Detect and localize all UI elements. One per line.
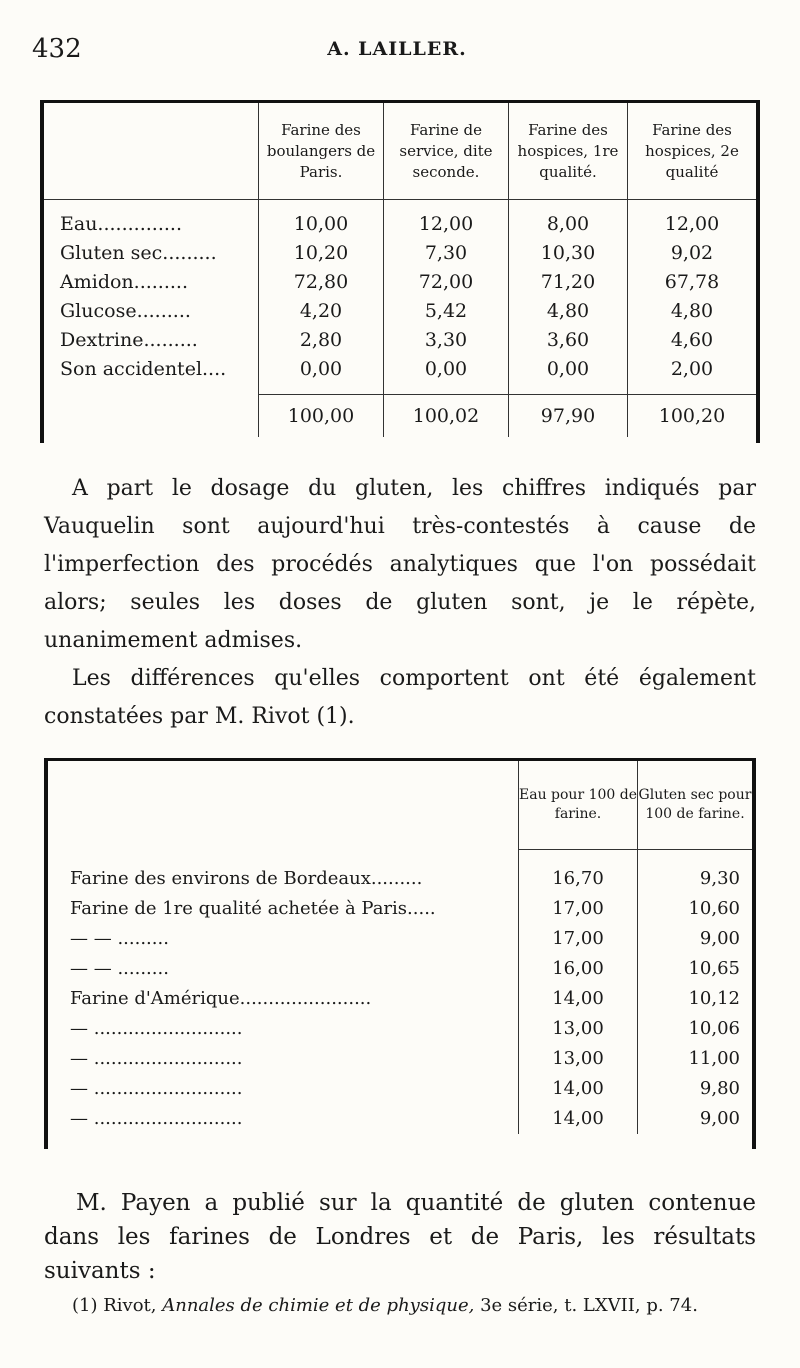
column-header: Farine des boulangers de Paris. xyxy=(259,103,384,200)
table-cell: 4,60 xyxy=(628,326,757,355)
row-label-header xyxy=(48,761,519,850)
spacer-row xyxy=(44,384,756,395)
table-cell: 12,00 xyxy=(384,210,509,239)
spacer-cell xyxy=(509,384,628,395)
total-cell: 97,90 xyxy=(509,395,628,438)
total-row xyxy=(44,395,756,438)
table-cell: 67,78 xyxy=(628,268,757,297)
spacer-cell xyxy=(44,384,259,395)
row-label: Eau.............. xyxy=(60,213,182,235)
eau-cell: 16,70 xyxy=(519,864,638,894)
spacer-cell xyxy=(628,200,757,211)
row-label: Glucose......... xyxy=(60,300,191,322)
eau-cell: 14,00 xyxy=(519,1074,638,1104)
table-cell: 4,20 xyxy=(259,297,384,326)
row-label: Gluten sec......... xyxy=(60,242,217,264)
total-label xyxy=(44,395,259,438)
gluten-cell: 11,00 xyxy=(638,1044,753,1074)
eau-cell: 13,00 xyxy=(519,1044,638,1074)
table-cell: 5,42 xyxy=(384,297,509,326)
gluten-cell: 9,00 xyxy=(638,1104,753,1134)
table-row xyxy=(48,954,752,984)
table-row xyxy=(44,268,756,297)
gluten-cell: 9,30 xyxy=(638,864,753,894)
table-row xyxy=(44,355,756,384)
table-row xyxy=(48,1014,752,1044)
running-head: A. LAILLER. xyxy=(327,38,467,60)
table-cell: 0,00 xyxy=(509,355,628,384)
table-cell: 2,00 xyxy=(628,355,757,384)
row-label: Dextrine......... xyxy=(60,329,198,351)
gluten-cell: 10,65 xyxy=(638,954,753,984)
table-row xyxy=(48,1044,752,1074)
table-cell: 72,80 xyxy=(259,268,384,297)
row-label: Farine des environs de Bordeaux......... xyxy=(70,868,423,889)
eau-cell: 14,00 xyxy=(519,1104,638,1134)
page-number: 432 xyxy=(32,34,82,64)
spacer-cell xyxy=(509,200,628,211)
table-cell: 7,30 xyxy=(384,239,509,268)
spacer-cell xyxy=(384,200,509,211)
row-label: — .......................... xyxy=(70,1048,243,1069)
gluten-cell: 10,12 xyxy=(638,984,753,1014)
spacer-cell xyxy=(259,200,384,211)
table-cell: 4,80 xyxy=(509,297,628,326)
row-label: Farine de 1re qualité achetée à Paris..... xyxy=(70,898,436,919)
row-label: Amidon......... xyxy=(60,271,189,293)
table-cell: 71,20 xyxy=(509,268,628,297)
table-row xyxy=(48,924,752,954)
row-label: — .......................... xyxy=(70,1018,243,1039)
eau-cell: 16,00 xyxy=(519,954,638,984)
table-row xyxy=(48,894,752,924)
paragraph-payen: M. Payen a publié sur la quantité de gluten contenue dans les farines de Londres et de Paris, les résultats suivants : xyxy=(44,1190,756,1284)
table-row xyxy=(44,239,756,268)
row-label: — .......................... xyxy=(70,1108,243,1129)
column-header: Farine des hospices, 1re qualité. xyxy=(509,103,628,200)
table-cell: 10,30 xyxy=(509,239,628,268)
spacer-cell xyxy=(44,200,259,211)
column-header: Farine de service, dite seconde. xyxy=(384,103,509,200)
total-cell: 100,02 xyxy=(384,395,509,438)
spacer-cell xyxy=(638,850,753,865)
spacer-cell xyxy=(384,384,509,395)
table-cell: 10,20 xyxy=(259,239,384,268)
page-header xyxy=(32,34,762,64)
table-cell: 0,00 xyxy=(384,355,509,384)
row-label: — — ......... xyxy=(70,928,169,949)
row-label: Farine d'Amérique....................... xyxy=(70,988,372,1009)
paragraph-vauquelin: A part le dosage du gluten, les chiffres indiqués par Vauquelin sont aujourd'hui très-contestés à cause de l'imperfection des procédés analytiques que l'on possédait alors; seules les doses de gluten sont, je le répète, unanimement admises. xyxy=(44,476,756,653)
table-cell: 4,80 xyxy=(628,297,757,326)
table-cell: 8,00 xyxy=(509,210,628,239)
footnote-marker: (1) Rivot, xyxy=(72,1295,157,1316)
table-row xyxy=(48,1104,752,1134)
table-cell: 0,00 xyxy=(259,355,384,384)
table-cell: 9,02 xyxy=(628,239,757,268)
row-label: Son accidentel.... xyxy=(60,358,227,380)
footnote-title: Annales de chimie et de physique, xyxy=(162,1295,475,1316)
gluten-cell: 10,06 xyxy=(638,1014,753,1044)
footnote-rest: 3e série, t. LXVII, p. 74. xyxy=(480,1295,698,1316)
spacer-cell xyxy=(628,384,757,395)
table-cell: 3,60 xyxy=(509,326,628,355)
row-label: — .......................... xyxy=(70,1078,243,1099)
table-cell: 10,00 xyxy=(259,210,384,239)
composition-table xyxy=(40,100,760,443)
table-cell: 12,00 xyxy=(628,210,757,239)
spacer-row xyxy=(44,200,756,211)
table-header-row xyxy=(48,761,752,850)
table-row xyxy=(48,864,752,894)
table-header-row xyxy=(44,103,756,200)
gluten-cell: 9,00 xyxy=(638,924,753,954)
row-label: — — ......... xyxy=(70,958,169,979)
table-row xyxy=(44,210,756,239)
total-cell: 100,20 xyxy=(628,395,757,438)
column-header: Farine des hospices, 2e qualité xyxy=(628,103,757,200)
total-cell: 100,00 xyxy=(259,395,384,438)
footnote xyxy=(72,1292,762,1320)
table-row xyxy=(44,297,756,326)
row-label-header xyxy=(44,103,259,200)
eau-cell: 17,00 xyxy=(519,924,638,954)
spacer-cell xyxy=(519,850,638,865)
gluten-cell: 10,60 xyxy=(638,894,753,924)
spacer-cell xyxy=(48,850,519,865)
eau-cell: 13,00 xyxy=(519,1014,638,1044)
column-header-gluten: Gluten sec pour 100 de farine. xyxy=(638,761,753,850)
table-row xyxy=(48,984,752,1014)
table-row xyxy=(48,1074,752,1104)
eau-cell: 14,00 xyxy=(519,984,638,1014)
spacer-row xyxy=(48,850,752,865)
column-header-eau: Eau pour 100 de farine. xyxy=(519,761,638,850)
gluten-cell: 9,80 xyxy=(638,1074,753,1104)
paragraph-rivot: Les différences qu'elles comportent ont été également constatées par M. Rivot (1). xyxy=(44,666,756,729)
table-cell: 2,80 xyxy=(259,326,384,355)
table-row xyxy=(44,326,756,355)
eau-cell: 17,00 xyxy=(519,894,638,924)
table-cell: 72,00 xyxy=(384,268,509,297)
table-cell: 3,30 xyxy=(384,326,509,355)
rivot-table xyxy=(44,758,756,1149)
spacer-cell xyxy=(259,384,384,395)
